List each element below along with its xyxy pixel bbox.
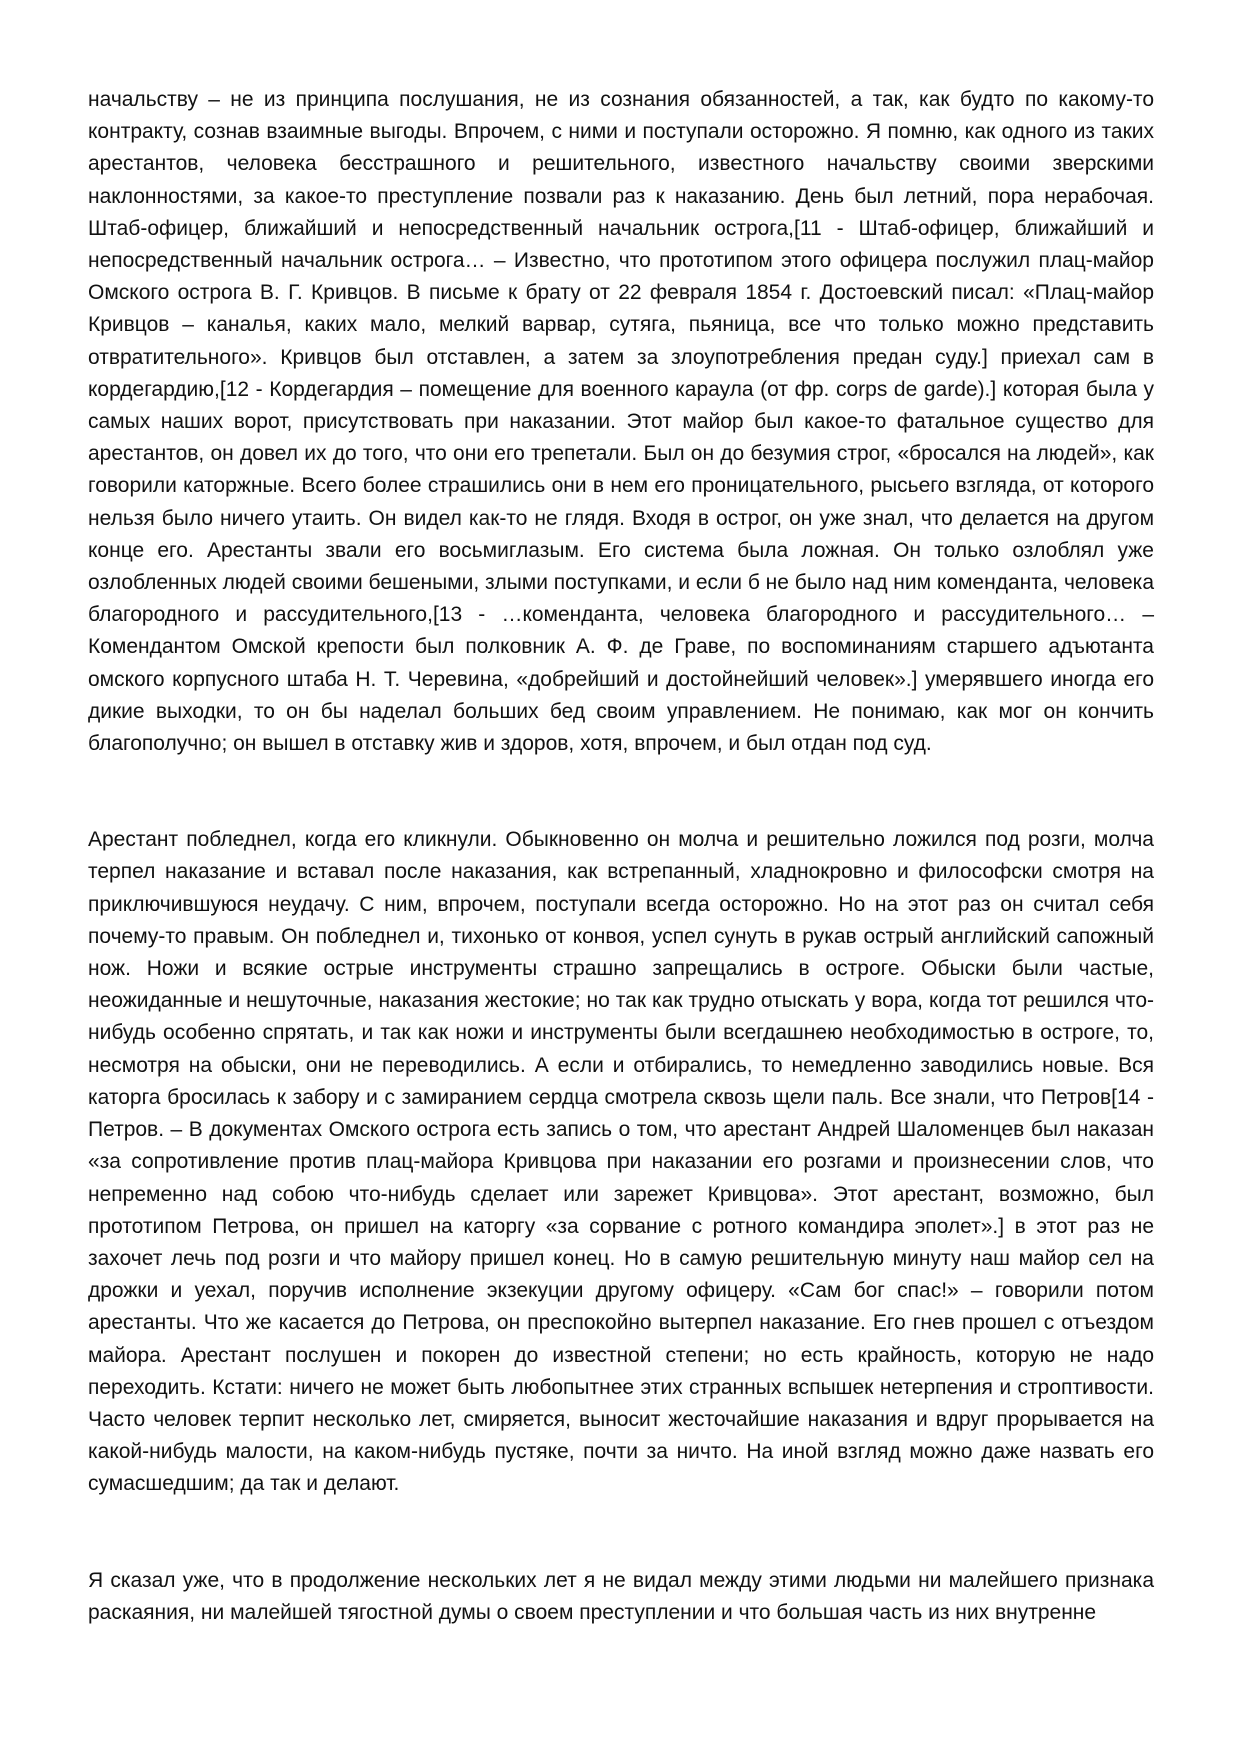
paragraph-1: начальству – не из принципа послушания, не из сознания обязанностей, а так, как будто по какому-то контракту, сознав взаимные выгоды. Впрочем, с ними и поступали осторожно. Я помню, как одного из таких арестантов, человека бесстрашного и решительного, известного начальству своими зверскими наклонностями, за какое-то преступление позвали раз к наказанию. День был летний, пора нерабочая. Штаб-офицер, ближайший и непосредственный начальник острога,[11 - Штаб-офицер, ближайший и непосредственный начальник острога… – Известно, что прототипом этого офицера послужил плац-майор Омского острога В. Г. Кривцов. В письме к брату от 22 февраля 1854 г. Достоевский писал: «Плац-майор Кривцов – каналья, каких мало, мелкий варвар, сутяга, пьяница, все что только можно представить отвратительного». Кривцов был отставлен, а затем за злоупотребления предан суду.] приехал сам в кордегардию,[12 - Кордегардия – помещение для военного караула (от фр. corps de garde).] которая была у самых наших ворот, присутствовать при наказании. Этот майор был какое-то фатальное существо для арестантов, он довел их до того, что они его трепетали. Был он до безумия строг, «бросался на людей», как говорили каторжные. Всего более страшились они в нем его проницательного, рысьего взгляда, от которого нельзя было ничего утаить. Он видел как-то не глядя. Входя в острог, он уже знал, что делается на другом конце его. Арестанты звали его восьмиглазым. Его система была ложная. Он только озлоблял уже озлобленных людей своими бешеными, злыми поступками, и если б не было над ним коменданта, человека благородного и рассудительного,[13 - …коменданта, человека благородного и рассудительного… – Комендантом Омской крепости был полковник А. Ф. де Граве, по воспоминаниям старшего адъютанта омского корпусного штаба Н. Т. Черевина, «добрейший и достойнейший человек».] умерявшего иногда его дикие выходки, то он бы наделал больших бед своим управлением. Не понимаю, как мог он кончить благополучно; он вышел в отставку жив и здоров, хотя, впрочем, и был отдан под суд. xyxy=(88,88,1154,756)
paragraph-3: Я сказал уже, что в продолжение нескольких лет я не видал между этими людьми ни малейшего признака раскаяния, ни малейшей тягостной думы о своем преступлении и что большая часть из них внутренне xyxy=(88,1568,1154,1624)
paragraph-2: Арестант побледнел, когда его кликнули. Обыкновенно он молча и решительно ложился под розги, молча терпел наказание и вставал после наказания, как встрепанный, хладнокровно и философски смотря на приключившуюся неудачу. С ним, впрочем, поступали всегда осторожно. Но на этот раз он считал себя почему-то правым. Он побледнел и, тихонько от конвоя, успел сунуть в рукав острый английский сапожный нож. Ножи и всякие острые инструменты страшно запрещались в остроге. Обыски были частые, неожиданные и нешуточные, наказания жестокие; но так как трудно отыскать у вора, когда тот решился что-нибудь особенно спрятать, и так как ножи и инструменты были всегдашнею необходимостью в остроге, то, несмотря на обыски, они не переводились. А если и отбирались, то немедленно заводились новые. Вся каторга бросилась к забору и с замиранием сердца смотрела сквозь щели паль. Все знали, что Петров[14 - Петров. – В документах Омского острога есть запись о том, что арестант Андрей Шаломенцев был наказан «за сопротивление против плац-майора Кривцова при наказании его розгами и произнесении слов, что непременно над собою что-нибудь сделает или зарежет Кривцова». Этот арестант, возможно, был прототипом Петрова, он пришел на каторгу «за сорвание с ротного командира эполет».] в этот раз не захочет лечь под розги и что майору пришел конец. Но в самую решительную минуту наш майор сел на дрожки и уехал, поручив исполнение экзекуции другому офицеру. «Сам бог спас!» – говорили потом арестанты. Что же касается до Петрова, он преспокойно вытерпел наказание. Его гнев прошел с отъездом майора. Арестант послушен и покорен до известной степени; но есть крайность, которую не надо переходить. Кстати: ничего не может быть любопытнее этих странных вспышек нетерпения и строптивости. Часто человек терпит несколько лет, смиряется, выносит жесточайшие наказания и вдруг прорывается на какой-нибудь малости, на каком-нибудь пустяке, почти за ничто. На иной взгляд можно даже назвать его сумасшедшим; да так и делают. xyxy=(88,828,1154,1496)
document-page xyxy=(88,84,1154,1629)
